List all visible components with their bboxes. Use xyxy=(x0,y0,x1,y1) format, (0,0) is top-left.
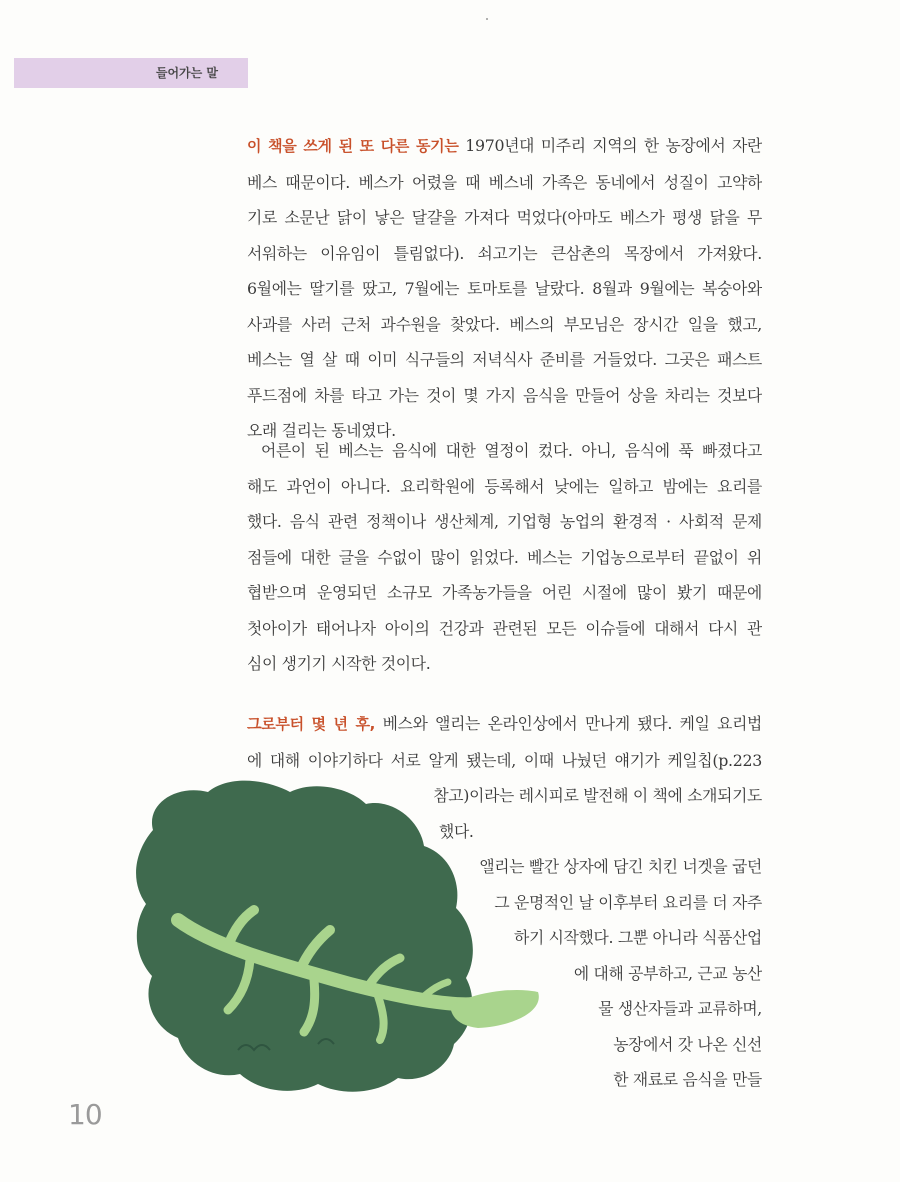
paragraph-line: 베스는 열 살 때 이미 식구들의 저녁식사 준비를 거들었다. 그곳은 패스트 xyxy=(247,350,762,369)
paragraph-line: 하기 시작했다. 그뿐 아니라 식품산업 xyxy=(513,928,762,947)
paragraph-line: 협받으며 운영되던 소규모 가족농가들을 어린 시절에 많이 봤기 때문에 xyxy=(247,583,762,602)
section-tab-label: 들어가는 말 xyxy=(155,66,218,80)
paragraph-line: 앨리는 빨간 상자에 담긴 치킨 너겟을 굽던 xyxy=(479,857,762,876)
paragraph-line: 사과를 사러 근처 과수원을 찾았다. 베스의 부모님은 장시간 일을 했고, xyxy=(247,314,762,334)
paragraph-2 xyxy=(247,433,762,682)
paragraph-line: 베스 때문이다. 베스가 어렸을 때 베스네 가족은 동네에서 성질이 고약하 xyxy=(247,172,762,192)
paragraph-line: 물 생산자들과 교류하며, xyxy=(598,999,762,1018)
paragraph-line: 점들에 대한 글을 수없이 많이 읽었다. 베스는 기업농으로부터 끝없이 위 xyxy=(247,547,762,567)
paragraph-line: 그로부터 몇 년 후, 베스와 앨리는 온라인상에서 만나게 됐다. 케일 요리법 xyxy=(247,714,762,733)
paragraph-line: 에 대해 공부하고, 근교 농산 xyxy=(573,963,762,983)
section-tab xyxy=(14,58,248,88)
paragraph-line: 참고)이라는 레시피로 발전해 이 책에 소개되기도 xyxy=(433,786,762,805)
paragraph-line: 푸드점에 차를 타고 가는 것이 몇 가지 음식을 만들어 상을 차리는 것보다 xyxy=(247,385,762,405)
page-number: 10 xyxy=(68,1098,102,1131)
paragraph-line: 에 대해 이야기하다 서로 알게 됐는데, 이때 나눴던 얘기가 케일칩(p.223 xyxy=(247,750,762,770)
lead-phrase: 그로부터 몇 년 후, xyxy=(247,715,376,733)
paragraph-line: 했다. 음식 관련 정책이나 생산체계, 기업형 농업의 환경적 · 사회적 문제 xyxy=(247,512,762,531)
paragraph-line: 어른이 된 베스는 음식에 대한 열정이 컸다. 아니, 음식에 푹 빠졌다고 xyxy=(261,441,762,460)
lead-phrase: 이 책을 쓰게 된 또 다른 동기는 xyxy=(247,137,459,155)
paragraph-line: 오래 걸리는 동네였다. xyxy=(247,421,396,440)
paragraph-line: 그 운명적인 날 이후부터 요리를 더 자주 xyxy=(494,892,762,912)
paragraph-line: 기로 소문난 닭이 낳은 달걀을 가져다 먹었다(아마도 베스가 평생 닭을 무 xyxy=(247,208,762,227)
page-mark xyxy=(486,18,488,20)
paragraph-line: 해도 과언이 아니다. 요리학원에 등록해서 낮에는 일하고 밤에는 요리를 xyxy=(247,476,762,496)
paragraph-line: 이 책을 쓰게 된 또 다른 동기는 1970년대 미주리 지역의 한 농장에서 자란 xyxy=(247,136,762,155)
paragraph-3 xyxy=(247,706,762,1098)
paragraph-1 xyxy=(247,128,762,449)
paragraph-line: 서워하는 이유임이 틀림없다). 쇠고기는 큰삼촌의 목장에서 가져왔다. xyxy=(247,243,762,263)
paragraph-line: 했다. xyxy=(439,821,474,841)
paragraph-line: 한 재료로 음식을 만들 xyxy=(613,1070,762,1089)
paragraph-line: 농장에서 갓 나온 신선 xyxy=(613,1034,762,1054)
paragraph-line: 첫아이가 태어나자 아이의 건강과 관련된 모든 이슈들에 대해서 다시 관 xyxy=(247,618,762,638)
paragraph-line: 6월에는 딸기를 땄고, 7월에는 토마토를 날랐다. 8월과 9월에는 복숭아와 xyxy=(247,279,762,298)
paragraph-line: 심이 생기기 시작한 것이다. xyxy=(247,654,431,673)
